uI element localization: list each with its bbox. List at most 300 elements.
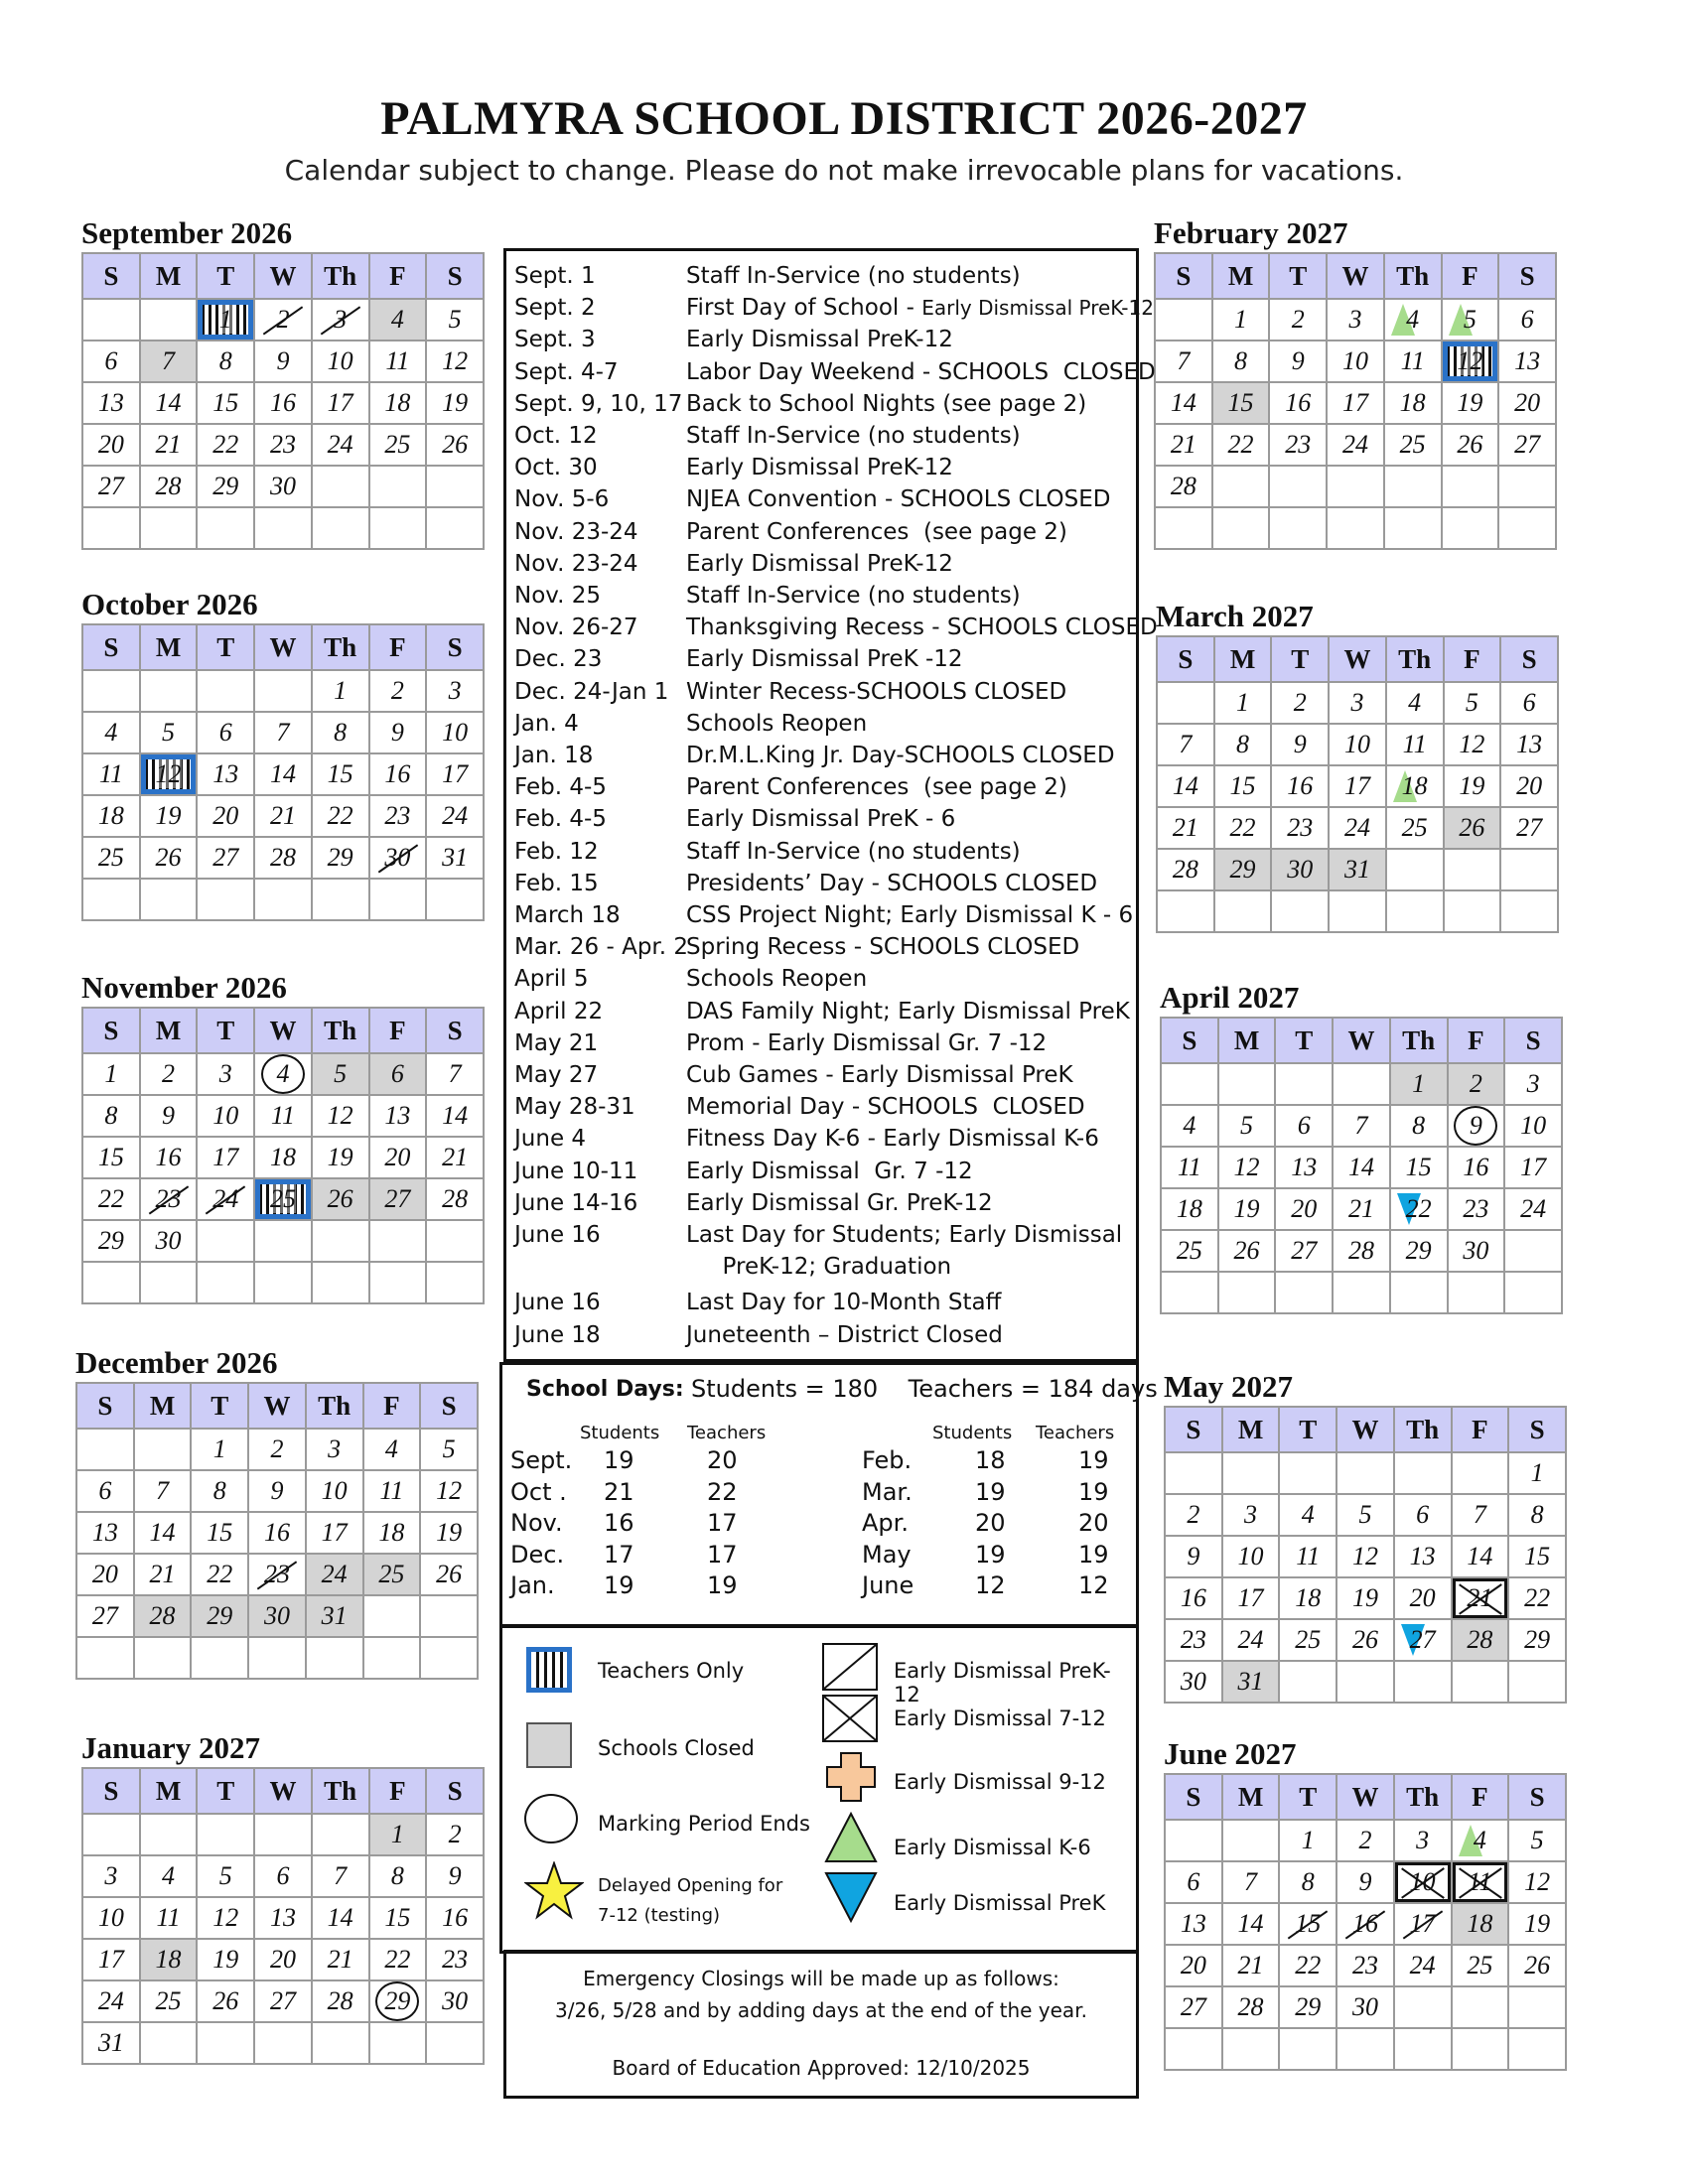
- event-description: Early Dismissal PreK-12: [686, 550, 953, 577]
- day-cell: [140, 341, 198, 382]
- school-days-month: Sept.: [510, 1446, 573, 1474]
- day-number: 7: [1354, 1111, 1368, 1140]
- week-row: [76, 1512, 478, 1554]
- day-cell: [1329, 724, 1386, 765]
- day-number: 11: [1296, 1542, 1321, 1570]
- day-number: 30: [1463, 1236, 1489, 1265]
- day-cell: [197, 2022, 254, 2064]
- day-cell: [426, 1053, 484, 1095]
- weekday-header: S: [82, 253, 140, 299]
- week-row: [1161, 1147, 1562, 1188]
- day-cell: [1390, 1188, 1448, 1230]
- day-number: 6: [276, 1861, 290, 1890]
- week-row: [82, 1897, 484, 1939]
- day-cell: [134, 1429, 192, 1470]
- day-cell: [197, 466, 254, 507]
- day-cell: [1394, 1619, 1452, 1661]
- event-row: [514, 1190, 993, 1216]
- day-cell: [254, 382, 312, 424]
- school-days-box: [499, 1362, 1158, 1628]
- week-row: [1155, 466, 1556, 507]
- day-cell: [191, 1554, 248, 1595]
- day-cell: [191, 1637, 248, 1679]
- day-cell: [369, 424, 427, 466]
- day-number: 14: [442, 1101, 469, 1130]
- weekday-header: Th: [1386, 636, 1444, 682]
- week-row: [1155, 507, 1556, 549]
- day-cell: [140, 837, 198, 879]
- student-days-count: 16: [604, 1509, 634, 1537]
- day-cell: [1500, 724, 1558, 765]
- day-number: 3: [334, 305, 348, 334]
- event-description: Cub Games - Early Dismissal PreK: [686, 1062, 1073, 1088]
- day-cell: [1271, 724, 1329, 765]
- weekday-header: S: [426, 1768, 484, 1814]
- day-cell: [1508, 1820, 1566, 1861]
- week-row: [76, 1470, 478, 1512]
- day-number: 25: [1295, 1625, 1322, 1654]
- day-cell: [1218, 1188, 1276, 1230]
- school-days-month: Oct .: [510, 1477, 567, 1506]
- day-cell: [426, 753, 484, 795]
- day-cell: [426, 1980, 484, 2022]
- day-cell: [1452, 1661, 1509, 1703]
- day-cell: [1269, 382, 1327, 424]
- week-row: [1165, 1577, 1566, 1619]
- day-cell: [140, 1178, 198, 1220]
- week-row: [1165, 2028, 1566, 2070]
- day-number: 21: [1170, 430, 1196, 459]
- day-cell: [140, 1137, 198, 1178]
- day-cell: [1452, 1494, 1509, 1536]
- day-cell: [426, 507, 484, 549]
- event-description: Thanksgiving Recess - SCHOOLS CLOSED: [686, 614, 1158, 641]
- event-date: Sept. 2: [514, 295, 596, 322]
- week-row: [82, 1814, 484, 1855]
- school-days-month: Mar.: [862, 1477, 913, 1506]
- day-number: 10: [1237, 1542, 1264, 1570]
- day-cell: [254, 341, 312, 382]
- student-days-count: 20: [975, 1509, 1006, 1537]
- event-description: Last Day for Students; Early Dismissal: [686, 1222, 1123, 1248]
- day-cell: [82, 1137, 140, 1178]
- event-date: Sept. 1: [514, 263, 596, 289]
- event-date: Dec. 24-Jan 1: [514, 678, 669, 705]
- day-number: 8: [1412, 1111, 1426, 1140]
- day-number: 22: [207, 1560, 233, 1588]
- week-row: [1161, 1063, 1562, 1105]
- day-cell: [254, 670, 312, 712]
- event-row: [514, 966, 867, 992]
- day-number: 12: [155, 759, 182, 788]
- day-cell: [1222, 2028, 1280, 2070]
- day-number: 13: [269, 1903, 296, 1932]
- day-number: 9: [276, 346, 290, 375]
- day-number: 15: [1405, 1153, 1432, 1181]
- week-row: [1165, 1661, 1566, 1703]
- weekday-header: W: [1327, 253, 1384, 299]
- day-cell: [1390, 1105, 1448, 1147]
- day-cell: [1442, 382, 1499, 424]
- event-description: Last Day for 10-Month Staff: [686, 1290, 1002, 1316]
- day-cell: [426, 795, 484, 837]
- event-description: CSS Project Night; Early Dismissal K - 6: [686, 902, 1134, 928]
- event-date: June 16: [514, 1222, 601, 1248]
- day-cell: [426, 1897, 484, 1939]
- month-name: December 2026: [75, 1345, 278, 1380]
- day-number: 20: [1516, 771, 1543, 800]
- day-number: 5: [1463, 305, 1477, 334]
- day-cell: [369, 753, 427, 795]
- student-days-count: 21: [604, 1477, 634, 1506]
- day-number: 9: [1293, 730, 1307, 758]
- day-number: 18: [378, 1518, 405, 1547]
- day-cell: [197, 382, 254, 424]
- day-number: 2: [276, 305, 290, 334]
- day-cell: [312, 837, 369, 879]
- day-cell: [1498, 507, 1556, 549]
- week-row: [82, 2022, 484, 2064]
- day-cell: [82, 341, 140, 382]
- day-number: 21: [269, 801, 296, 830]
- day-number: 29: [1524, 1625, 1551, 1654]
- weekday-header: S: [426, 624, 484, 670]
- weekday-header: M: [1218, 1018, 1276, 1063]
- day-cell: [1452, 1861, 1509, 1903]
- day-cell: [140, 1897, 198, 1939]
- day-number: 20: [269, 1945, 296, 1974]
- week-row: [82, 1855, 484, 1897]
- student-days-count: 19: [604, 1446, 634, 1474]
- day-number: 19: [327, 1143, 353, 1171]
- day-number: 3: [1416, 1826, 1430, 1854]
- day-number: 4: [1473, 1826, 1486, 1854]
- weekday-header: F: [1442, 253, 1499, 299]
- day-number: 12: [1459, 730, 1485, 758]
- event-date: Sept. 3: [514, 327, 596, 353]
- event-description: Juneteenth – District Closed: [686, 1321, 1003, 1348]
- day-number: 22: [1295, 1951, 1322, 1979]
- event-description: Staff In-Service (no students): [686, 583, 1021, 609]
- event-description: Labor Day Weekend - SCHOOLS CLOSED: [686, 358, 1156, 385]
- day-cell: [1498, 382, 1556, 424]
- day-number: 17: [1341, 388, 1368, 417]
- day-number: 12: [1351, 1542, 1378, 1570]
- day-cell: [312, 1897, 369, 1939]
- day-number: 11: [156, 1903, 181, 1932]
- event-description: Schools Reopen: [686, 966, 868, 993]
- day-cell: [254, 879, 312, 920]
- day-number: 28: [149, 1601, 176, 1630]
- day-cell: [369, 466, 427, 507]
- day-number: 15: [212, 388, 239, 417]
- day-cell: [1452, 1986, 1509, 2028]
- day-number: 23: [442, 1945, 469, 1974]
- day-cell: [1279, 1577, 1336, 1619]
- day-cell: [1394, 1452, 1452, 1494]
- day-cell: [312, 1980, 369, 2022]
- day-cell: [312, 1095, 369, 1137]
- day-cell: [1444, 765, 1501, 807]
- day-cell: [1498, 299, 1556, 341]
- day-cell: [1161, 1230, 1218, 1272]
- month-calendar: [81, 216, 487, 550]
- event-date: Nov. 23-24: [514, 518, 638, 545]
- day-cell: [248, 1554, 306, 1595]
- day-cell: [1157, 765, 1214, 807]
- early-dismissal-7-12-icon: [822, 1695, 878, 1742]
- event-row: [514, 391, 1086, 417]
- day-cell: [1157, 682, 1214, 724]
- teacher-days-count: 19: [1078, 1446, 1109, 1474]
- student-days-count: 12: [975, 1571, 1006, 1599]
- day-cell: [197, 1855, 254, 1897]
- day-cell: [306, 1470, 363, 1512]
- day-number: 22: [212, 430, 239, 459]
- day-number: 6: [1297, 1111, 1311, 1140]
- day-number: 25: [269, 1184, 296, 1213]
- day-number: 8: [218, 346, 232, 375]
- day-number: 11: [1468, 1867, 1492, 1896]
- day-cell: [140, 795, 198, 837]
- day-cell: [1394, 1820, 1452, 1861]
- event-date: Feb. 4-5: [514, 774, 607, 801]
- day-cell: [312, 1939, 369, 1980]
- day-cell: [197, 1939, 254, 1980]
- day-number: 5: [1530, 1826, 1544, 1854]
- event-description: Memorial Day - SCHOOLS CLOSED: [686, 1094, 1085, 1121]
- day-number: 29: [1295, 1992, 1322, 2021]
- day-cell: [140, 670, 198, 712]
- day-cell: [76, 1637, 134, 1679]
- day-number: 10: [1520, 1111, 1547, 1140]
- weekday-header: M: [140, 1768, 198, 1814]
- day-cell: [197, 795, 254, 837]
- day-cell: [134, 1554, 192, 1595]
- day-number: 18: [1295, 1583, 1322, 1612]
- day-number: 28: [1237, 1992, 1264, 2021]
- day-cell: [254, 466, 312, 507]
- week-row: [1155, 341, 1556, 382]
- day-number: 7: [1473, 1500, 1486, 1529]
- day-number: 10: [327, 346, 353, 375]
- student-days-count: 19: [975, 1540, 1006, 1569]
- day-number: 27: [212, 843, 239, 872]
- day-cell: [82, 1220, 140, 1262]
- day-number: 6: [1416, 1500, 1430, 1529]
- weekday-header: T: [1269, 253, 1327, 299]
- month-grid: [81, 1767, 485, 2065]
- day-number: 12: [327, 1101, 353, 1130]
- event-row: [514, 1126, 1099, 1152]
- day-number: 18: [1176, 1194, 1202, 1223]
- day-number: 19: [1524, 1909, 1551, 1938]
- day-cell: [1448, 1272, 1505, 1313]
- day-cell: [369, 1095, 427, 1137]
- day-number: 26: [1351, 1625, 1378, 1654]
- event-row: [514, 1254, 951, 1280]
- star-icon: [524, 1861, 584, 1921]
- day-number: 21: [1467, 1583, 1493, 1612]
- day-cell: [1222, 1861, 1280, 1903]
- day-cell: [1327, 341, 1384, 382]
- day-number: 11: [385, 346, 410, 375]
- day-number: 23: [1285, 430, 1312, 459]
- day-number: 17: [1520, 1153, 1547, 1181]
- emergency-box: [503, 1950, 1139, 2099]
- day-number: 3: [448, 676, 462, 705]
- day-number: 1: [1234, 305, 1248, 334]
- day-number: 27: [1409, 1625, 1436, 1654]
- day-cell: [1271, 765, 1329, 807]
- day-number: 1: [218, 305, 232, 334]
- day-number: 16: [263, 1518, 290, 1547]
- day-cell: [197, 1053, 254, 1095]
- weekday-header: W: [248, 1383, 306, 1429]
- event-row: [514, 934, 1079, 960]
- day-number: 21: [1237, 1951, 1264, 1979]
- day-cell: [1390, 1230, 1448, 1272]
- day-cell: [1333, 1272, 1390, 1313]
- day-number: 19: [436, 1518, 463, 1547]
- day-cell: [1222, 1619, 1280, 1661]
- day-cell: [1279, 2028, 1336, 2070]
- day-cell: [1329, 765, 1386, 807]
- event-row: [514, 839, 1021, 865]
- event-description: Early Dismissal Gr. PreK-12: [686, 1189, 993, 1216]
- weekday-header: T: [197, 1008, 254, 1053]
- day-number: 8: [1236, 730, 1250, 758]
- day-number: 30: [263, 1601, 290, 1630]
- day-cell: [1508, 2028, 1566, 2070]
- day-cell: [369, 670, 427, 712]
- day-cell: [1336, 1536, 1394, 1577]
- day-number: 16: [155, 1143, 182, 1171]
- month-calendar: [81, 1731, 487, 2065]
- day-cell: [369, 879, 427, 920]
- day-cell: [197, 1980, 254, 2022]
- event-row: [514, 614, 1158, 640]
- week-row: [76, 1595, 478, 1637]
- day-number: 14: [1467, 1542, 1493, 1570]
- week-row: [82, 466, 484, 507]
- day-number: 30: [269, 472, 296, 500]
- event-description: Schools Reopen: [686, 710, 868, 737]
- day-cell: [369, 795, 427, 837]
- day-number: 26: [327, 1184, 353, 1213]
- day-cell: [254, 1178, 312, 1220]
- teacher-days-count: 22: [707, 1477, 738, 1506]
- day-cell: [1214, 807, 1272, 849]
- day-cell: [82, 466, 140, 507]
- day-cell: [1500, 890, 1558, 932]
- weekday-header: F: [369, 1768, 427, 1814]
- day-number: 11: [1177, 1153, 1201, 1181]
- day-number: 22: [1229, 813, 1256, 842]
- day-number: 10: [321, 1476, 348, 1505]
- day-cell: [1498, 341, 1556, 382]
- day-cell: [1275, 1147, 1333, 1188]
- early-dismissal-prek12-icon: [822, 1643, 878, 1691]
- col-teachers-right: Teachers: [1036, 1423, 1115, 1443]
- day-cell: [1327, 466, 1384, 507]
- day-cell: [312, 1053, 369, 1095]
- day-number: 11: [1400, 346, 1425, 375]
- day-cell: [254, 424, 312, 466]
- day-cell: [1333, 1063, 1390, 1105]
- day-cell: [312, 1178, 369, 1220]
- day-cell: [1218, 1105, 1276, 1147]
- week-row: [82, 1053, 484, 1095]
- day-number: 12: [1524, 1867, 1551, 1896]
- legend-ed-7-12: Early Dismissal 7-12: [894, 1706, 1106, 1730]
- month-calendar: [1164, 1737, 1569, 2071]
- day-cell: [1384, 466, 1442, 507]
- day-cell: [140, 382, 198, 424]
- day-cell: [1155, 507, 1212, 549]
- day-number: 11: [270, 1101, 295, 1130]
- weekday-header: Th: [312, 1768, 369, 1814]
- day-cell: [426, 879, 484, 920]
- day-cell: [197, 507, 254, 549]
- day-number: 18: [155, 1945, 182, 1974]
- day-number: 5: [218, 1861, 232, 1890]
- day-number: 2: [1187, 1500, 1200, 1529]
- day-cell: [134, 1512, 192, 1554]
- event-row: [514, 646, 963, 672]
- student-days-count: 19: [975, 1477, 1006, 1506]
- day-cell: [1275, 1105, 1333, 1147]
- day-cell: [1444, 682, 1501, 724]
- day-number: 19: [1459, 771, 1485, 800]
- day-number: 17: [1343, 771, 1370, 800]
- day-number: 20: [91, 1560, 118, 1588]
- weekday-header: W: [254, 253, 312, 299]
- day-number: 19: [212, 1945, 239, 1974]
- week-row: [82, 424, 484, 466]
- event-row: [514, 871, 1097, 896]
- day-cell: [1448, 1063, 1505, 1105]
- teachers-only-icon: [526, 1647, 572, 1693]
- day-number: 4: [162, 1861, 176, 1890]
- day-cell: [1279, 1536, 1336, 1577]
- day-cell: [1452, 1619, 1509, 1661]
- day-cell: [1448, 1230, 1505, 1272]
- day-number: 24: [212, 1184, 239, 1213]
- day-cell: [1212, 507, 1270, 549]
- event-description: NJEA Convention - SCHOOLS CLOSED: [686, 486, 1111, 513]
- weekday-header: M: [134, 1383, 192, 1429]
- day-cell: [82, 670, 140, 712]
- day-cell: [140, 712, 198, 753]
- day-number: 29: [207, 1601, 233, 1630]
- weekday-header: W: [254, 624, 312, 670]
- day-number: 7: [162, 346, 176, 375]
- day-cell: [248, 1512, 306, 1554]
- event-date: Dec. 23: [514, 646, 603, 673]
- teacher-days-count: 20: [707, 1446, 738, 1474]
- day-cell: [369, 382, 427, 424]
- event-date: Feb. 12: [514, 838, 599, 865]
- day-cell: [1394, 1986, 1452, 2028]
- weekday-header: F: [369, 624, 427, 670]
- day-cell: [1333, 1230, 1390, 1272]
- month-name: September 2026: [81, 215, 293, 250]
- day-number: 6: [218, 718, 232, 747]
- school-days-summary: Students = 180 Teachers = 184 days: [691, 1375, 1158, 1403]
- day-cell: [420, 1429, 478, 1470]
- day-number: 18: [269, 1143, 296, 1171]
